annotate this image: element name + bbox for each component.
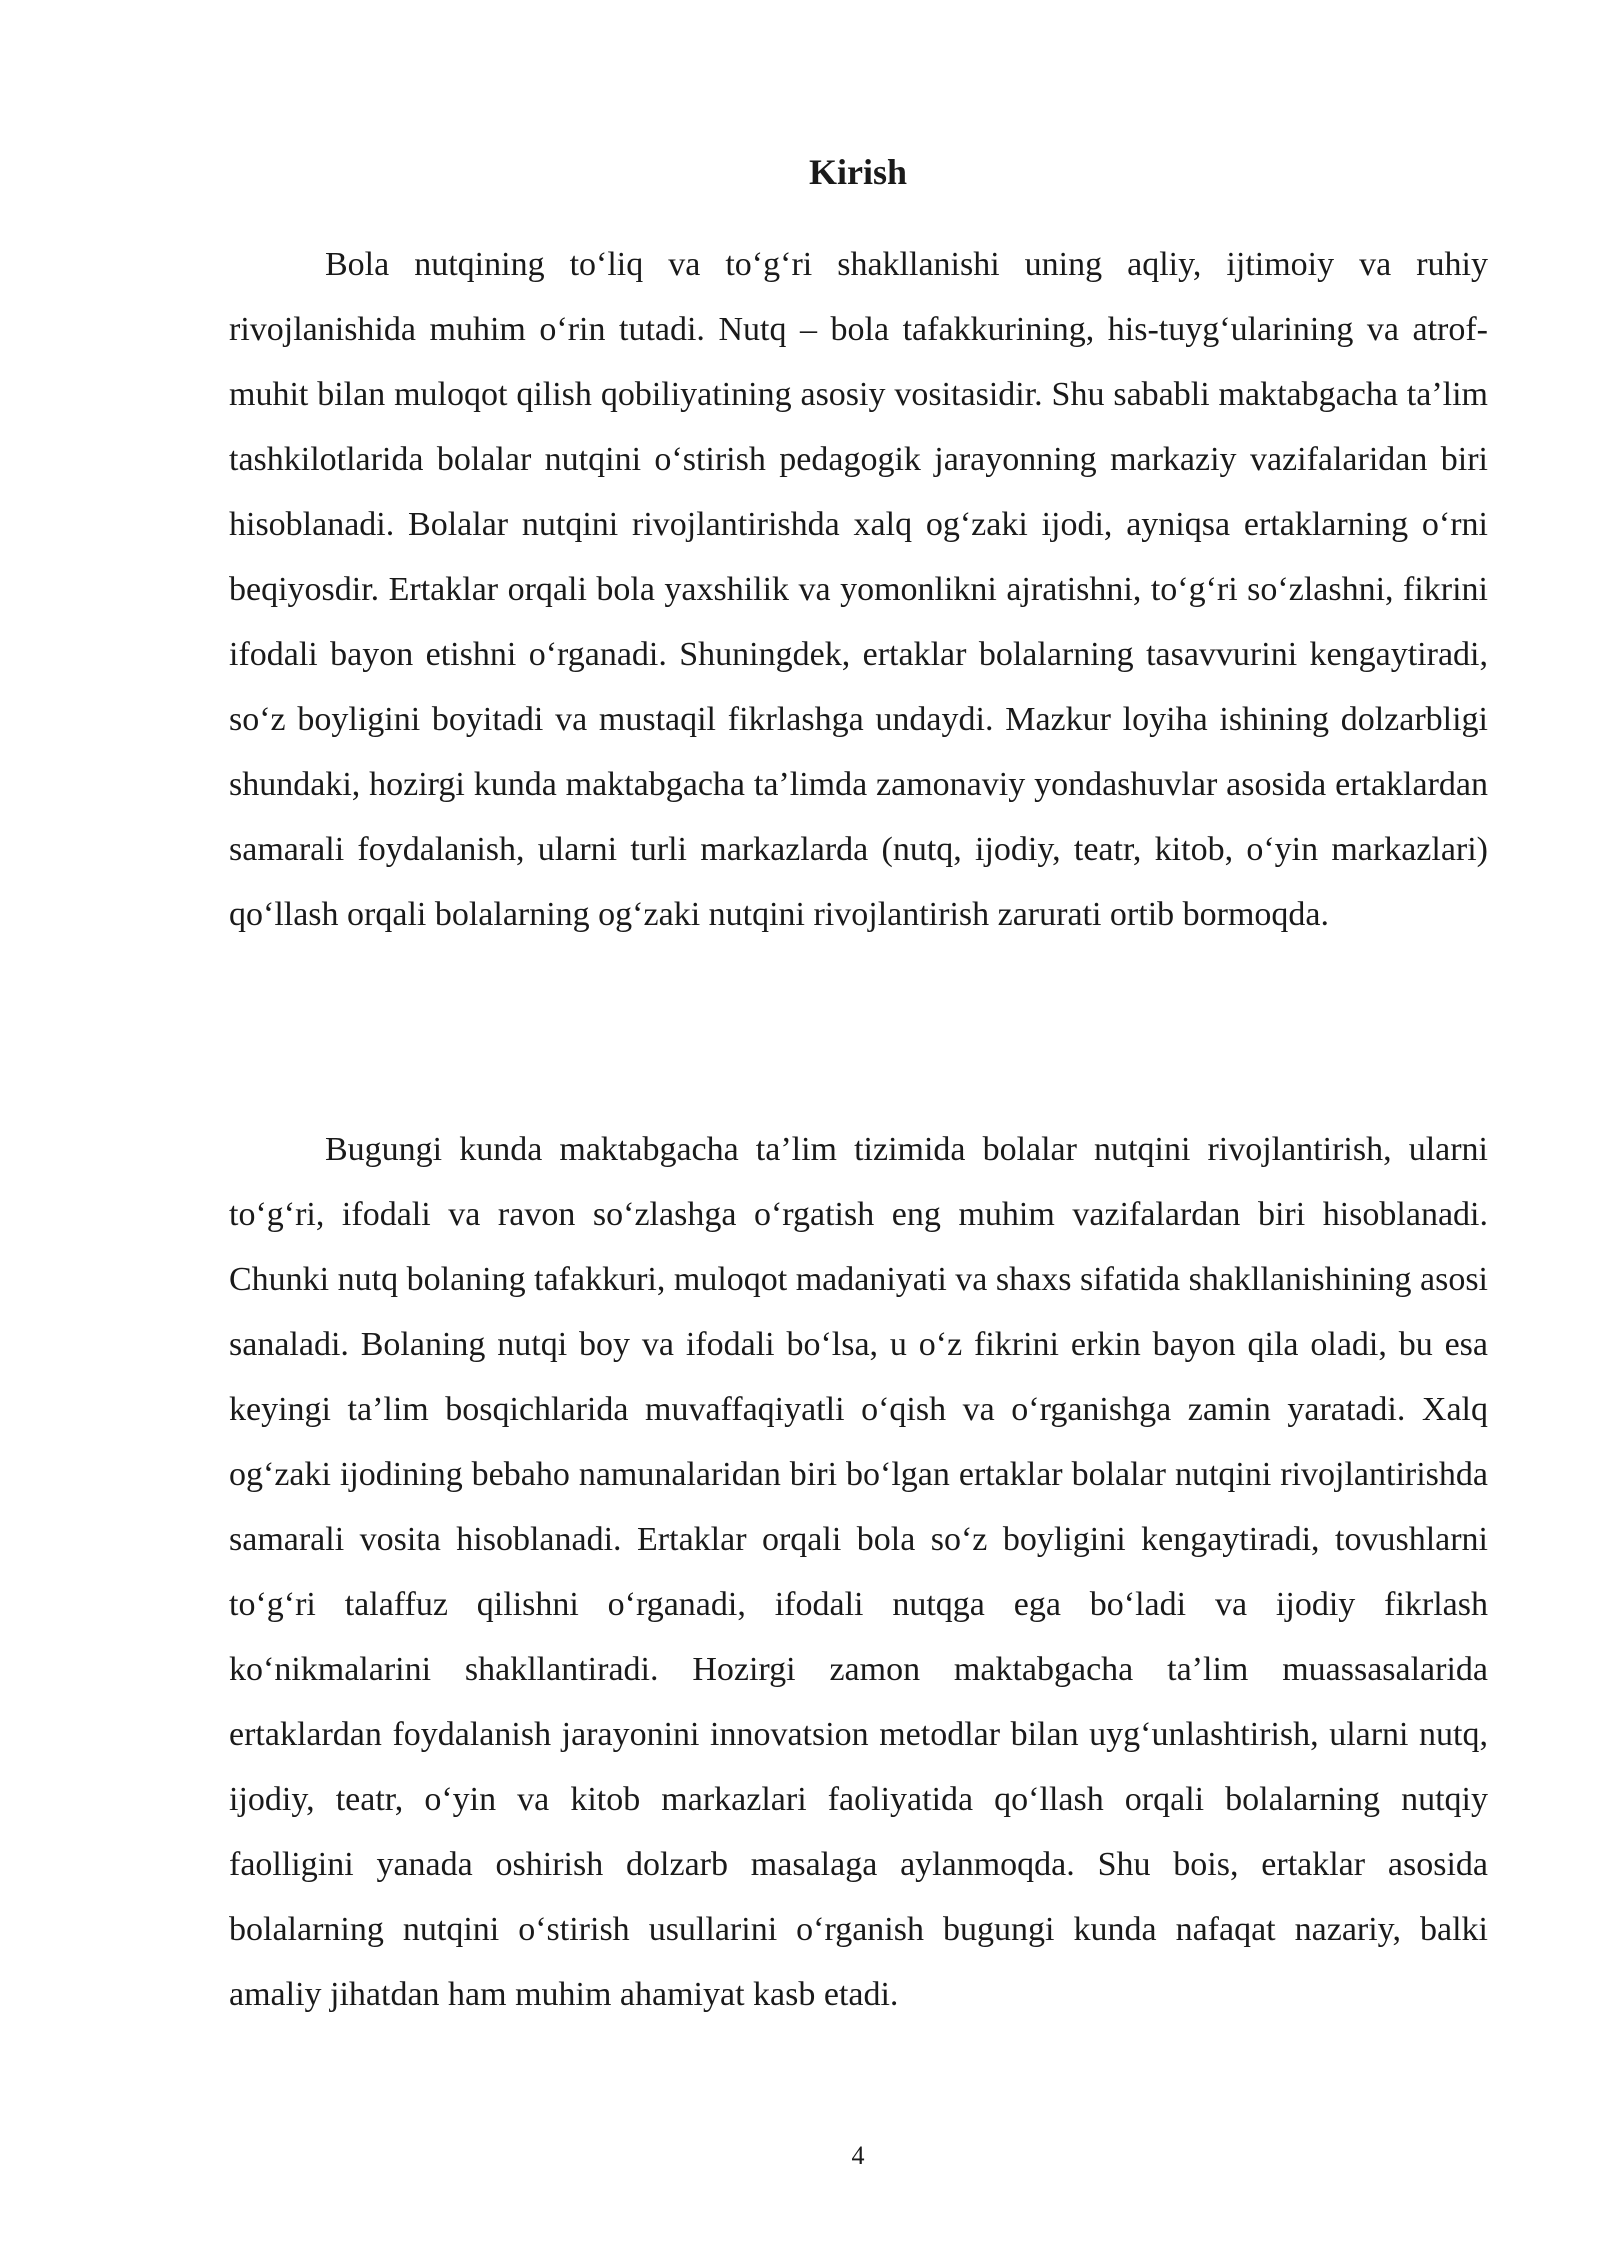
body-paragraph-1 <box>229 232 1488 947</box>
paragraph-text: Bugungi kunda maktabgacha ta’lim tizimida bolalar nutqini rivojlantirish, ularni to‘g‘ri, ifodali va ravon so‘zlashga o‘rgatish eng muhim vazifalardan biri hisoblanadi. Chunki nutq bolaning tafakkuri, muloqot madaniyati va shaxs sifatida shakllanishining asosi sanaladi. Bolaning nutqi boy va ifodali bo‘lsa, u o‘z fikrini erkin bayon qila oladi, bu esa keyingi ta’lim bosqichlarida muvaffaqiyatli o‘qish va o‘rganishga zamin yaratadi. Xalq og‘zaki ijodining bebaho namunalaridan biri bo‘lgan ertaklar bolalar nutqini rivojlantirishda samarali vosita hisoblanadi. Ertaklar orqali bola so‘z boyligini kengaytiradi, tovushlarni to‘g‘ri talaffuz qilishni o‘rganadi, ifodali nutqga ega bo‘ladi va ijodiy fikrlash ko‘nikmalarini shakllantiradi. Hozirgi zamon maktabgacha ta’lim muassasalarida ertaklardan foydalanish jarayonini innovatsion metodlar bilan uyg‘unlashtirish, ularni nutq, ijodiy, teatr, o‘yin va kitob markazlari faoliyatida qo‘llash orqali bolalarning nutqiy faolligini yanada oshirish dolzarb masalaga aylanmoqda. Shu bois, ertaklar asosida bolalarning nutqini o‘stirish usullarini o‘rganish bugungi kunda nafaqat nazariy, balki amaliy jihatdan ham muhim ahamiyat kasb etadi. <box>229 1131 1488 2013</box>
page-number: 4 <box>851 2141 865 2170</box>
page-title: Kirish <box>808 152 907 192</box>
paragraph-text: Bola nutqining to‘liq va to‘g‘ri shakllanishi uning aqliy, ijtimoiy va ruhiy rivojlanishida muhim o‘rin tutadi. Nutq – bola tafakkurining, his-tuyg‘ularining va atrof-muhit bilan muloqot qilish qobiliyatining asosiy vositasidir. Shu sababli maktabgacha ta’lim tashkilotlarida bolalar nutqini o‘stirish pedagogik jarayonning markaziy vazifalaridan biri hisoblanadi. Bolalar nutqini rivojlantirishda xalq og‘zaki ijodi, ayniqsa ertaklarning o‘rni beqiyosdir. Ertaklar orqali bola yaxshilik va yomonlikni ajratishni, to‘g‘ri so‘zlashni, fikrini ifodali bayon etishni o‘rganadi. Shuningdek, ertaklar bolalarning tasavvurini kengaytiradi, so‘z boyligini boyitadi va mustaqil fikrlashga undaydi. Mazkur loyiha ishining dolzarbligi shundaki, hozirgi kunda maktabgacha ta’limda zamonaviy yondashuvlar asosida ertaklardan samarali foydalanish, ularni turli markazlarda (nutq, ijodiy, teatr, kitob, o‘yin markazlari) qo‘llash orqali bolalarning og‘zaki nutqini rivojlantirish zarurati ortib bormoqda. <box>229 246 1488 933</box>
body-paragraph-2 <box>229 1117 1488 2027</box>
